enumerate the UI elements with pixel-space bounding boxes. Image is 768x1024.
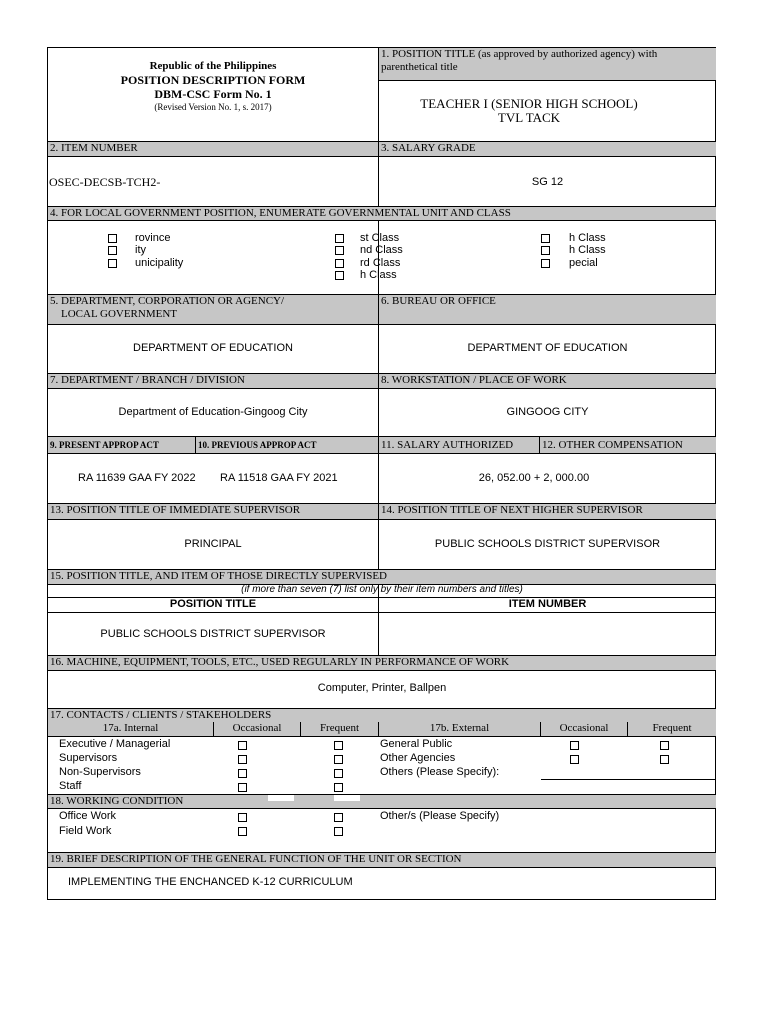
s15-label: 15. POSITION TITLE, AND ITEM OF THOSE DIRECTLY SUPERVISED [48, 570, 716, 584]
s16-label: 16. MACHINE, EQUIPMENT, TOOLS, ETC., USED REGULARLY IN PERFORMANCE OF WORK [48, 656, 716, 670]
internal-row-3: Staff [59, 780, 82, 792]
s3-label: 3. SALARY GRADE [379, 142, 716, 156]
nonsupervisors-occasional-checkbox[interactable] [238, 769, 247, 778]
col-item-number: ITEM NUMBER [508, 598, 587, 610]
s4-label: 4. FOR LOCAL GOVERNMENT POSITION, ENUMERATE GOVERNMENTAL UNIT AND CLASS [48, 207, 716, 220]
lgu-col3-0: h Class [569, 232, 606, 244]
field-frequent-checkbox[interactable] [334, 827, 343, 836]
supervisors-frequent-checkbox[interactable] [334, 755, 343, 764]
others-specify-line[interactable] [541, 779, 716, 780]
class-checkbox-4[interactable] [335, 271, 344, 280]
item-number-value[interactable]: OSEC-DECSB-TCH2- [49, 175, 161, 189]
lgu-col1-1: ity [135, 244, 146, 256]
lgu-col1-2: unicipality [135, 257, 184, 269]
class-checkbox-5[interactable] [541, 234, 550, 243]
position-title-value[interactable]: TEACHER I (SENIOR HIGH SCHOOL) [420, 96, 638, 111]
general-function-value[interactable]: IMPLEMENTING THE ENCHANCED K-12 CURRICULUM [68, 876, 353, 888]
lgu-col2-3: h Class [360, 269, 397, 281]
s2-label: 2. ITEM NUMBER [48, 142, 378, 156]
city-checkbox[interactable] [108, 246, 117, 255]
supervised-position-value[interactable]: PUBLIC SCHOOLS DISTRICT SUPERVISOR [100, 628, 326, 640]
class-checkbox-2[interactable] [335, 246, 344, 255]
external-frequent-header: Frequent [628, 722, 716, 736]
s11-label: 11. SALARY AUTHORIZED [379, 437, 539, 453]
internal-header: 17a. Internal [48, 722, 213, 736]
bureau-value[interactable]: DEPARTMENT OF EDUCATION [467, 342, 628, 354]
division-value[interactable]: Department of Education-Gingoog City [118, 406, 308, 418]
internal-frequent-header: Frequent [301, 722, 378, 736]
external-row-2: Others (Please Specify): [380, 766, 500, 778]
field-occasional-checkbox[interactable] [238, 827, 247, 836]
s8-label: 8. WORKSTATION / PLACE OF WORK [379, 374, 716, 388]
external-occasional-header: Occasional [541, 722, 627, 736]
s18-label: 18. WORKING CONDITION [48, 795, 268, 808]
public-occasional-checkbox[interactable] [570, 741, 579, 750]
nonsupervisors-frequent-checkbox[interactable] [334, 769, 343, 778]
immediate-supervisor-value[interactable]: PRINCIPAL [184, 538, 242, 550]
salary-authorized-value[interactable]: 26, 052.00 + 2, 000.00 [478, 472, 590, 484]
working-row-0: Office Work [59, 810, 117, 822]
s15-note: (if more than seven (7) list only by their item numbers and titles) [241, 584, 523, 595]
lgu-col3-1: h Class [569, 244, 606, 256]
class-checkbox-6[interactable] [541, 246, 550, 255]
s17-label: 17. CONTACTS / CLIENTS / STAKEHOLDERS [48, 709, 716, 722]
staff-occasional-checkbox[interactable] [238, 783, 247, 792]
form-number: DBM-CSC Form No. 1 [154, 87, 272, 101]
public-frequent-checkbox[interactable] [660, 741, 669, 750]
s9-label: 9. PRESENT APPROP ACT [48, 437, 195, 453]
s19-label: 19. BRIEF DESCRIPTION OF THE GENERAL FUNCTION OF THE UNIT OR SECTION [48, 853, 716, 867]
position-description-form [47, 47, 716, 900]
workstation-value[interactable]: GINGOOG CITY [506, 406, 589, 418]
municipality-checkbox[interactable] [108, 259, 117, 268]
col-position-title: POSITION TITLE [169, 598, 257, 610]
lgu-col3-2: pecial [569, 257, 598, 269]
present-approp-value[interactable]: RA 11639 GAA FY 2022 [78, 472, 196, 484]
working-row-1: Field Work [59, 825, 112, 837]
form-name: POSITION DESCRIPTION FORM [120, 73, 306, 87]
salary-grade-value[interactable]: SG 12 [531, 176, 564, 188]
lgu-col2-0: st Class [360, 232, 400, 244]
supervisors-occasional-checkbox[interactable] [238, 755, 247, 764]
lgu-col2-1: nd Class [360, 244, 403, 256]
s14-label: 14. POSITION TITLE OF NEXT HIGHER SUPERVISOR [379, 504, 716, 519]
position-title-value-2[interactable]: TVL TACK [497, 110, 561, 125]
exec-occasional-checkbox[interactable] [238, 741, 247, 750]
exec-frequent-checkbox[interactable] [334, 741, 343, 750]
class-checkbox-3[interactable] [335, 259, 344, 268]
external-header: 17b. External [379, 722, 540, 736]
province-checkbox[interactable] [108, 234, 117, 243]
special-checkbox[interactable] [541, 259, 550, 268]
class-checkbox-1[interactable] [335, 234, 344, 243]
s6-label: 6. BUREAU OR OFFICE [379, 295, 716, 324]
external-row-0: General Public [380, 738, 453, 750]
s12-label: 12. OTHER COMPENSATION [540, 437, 716, 453]
form-revision: (Revised Version No. 1, s. 2017) [154, 102, 272, 112]
s13-label: 13. POSITION TITLE OF IMMEDIATE SUPERVISOR [48, 504, 378, 519]
working-other[interactable]: Other/s (Please Specify) [380, 810, 500, 822]
republic-line: Republic of the Philippines [149, 60, 277, 72]
lgu-col1-0: rovince [135, 232, 171, 244]
next-supervisor-value[interactable]: PUBLIC SCHOOLS DISTRICT SUPERVISOR [434, 538, 661, 550]
internal-row-1: Supervisors [59, 752, 118, 764]
external-row-1: Other Agencies [380, 752, 456, 764]
s5-label: 5. DEPARTMENT, CORPORATION OR AGENCY/ LOCAL GOVERNMENT [48, 295, 378, 324]
internal-occasional-header: Occasional [214, 722, 300, 736]
previous-approp-value[interactable]: RA 11518 GAA FY 2021 [220, 472, 338, 484]
department-value[interactable]: DEPARTMENT OF EDUCATION [133, 342, 293, 354]
lgu-col2-2: rd Class [360, 257, 401, 269]
internal-row-2: Non-Supervisors [59, 766, 141, 778]
office-frequent-checkbox[interactable] [334, 813, 343, 822]
agencies-occasional-checkbox[interactable] [570, 755, 579, 764]
internal-row-0: Executive / Managerial [59, 738, 171, 750]
equipment-value[interactable]: Computer, Printer, Ballpen [317, 682, 447, 694]
office-occasional-checkbox[interactable] [238, 813, 247, 822]
s1-label: 1. POSITION TITLE (as approved by authorized agency) with parenthetical title [379, 48, 716, 80]
agencies-frequent-checkbox[interactable] [660, 755, 669, 764]
s10-label: 10. PREVIOUS APPROP ACT [196, 437, 378, 453]
staff-frequent-checkbox[interactable] [334, 783, 343, 792]
s7-label: 7. DEPARTMENT / BRANCH / DIVISION [48, 374, 378, 388]
